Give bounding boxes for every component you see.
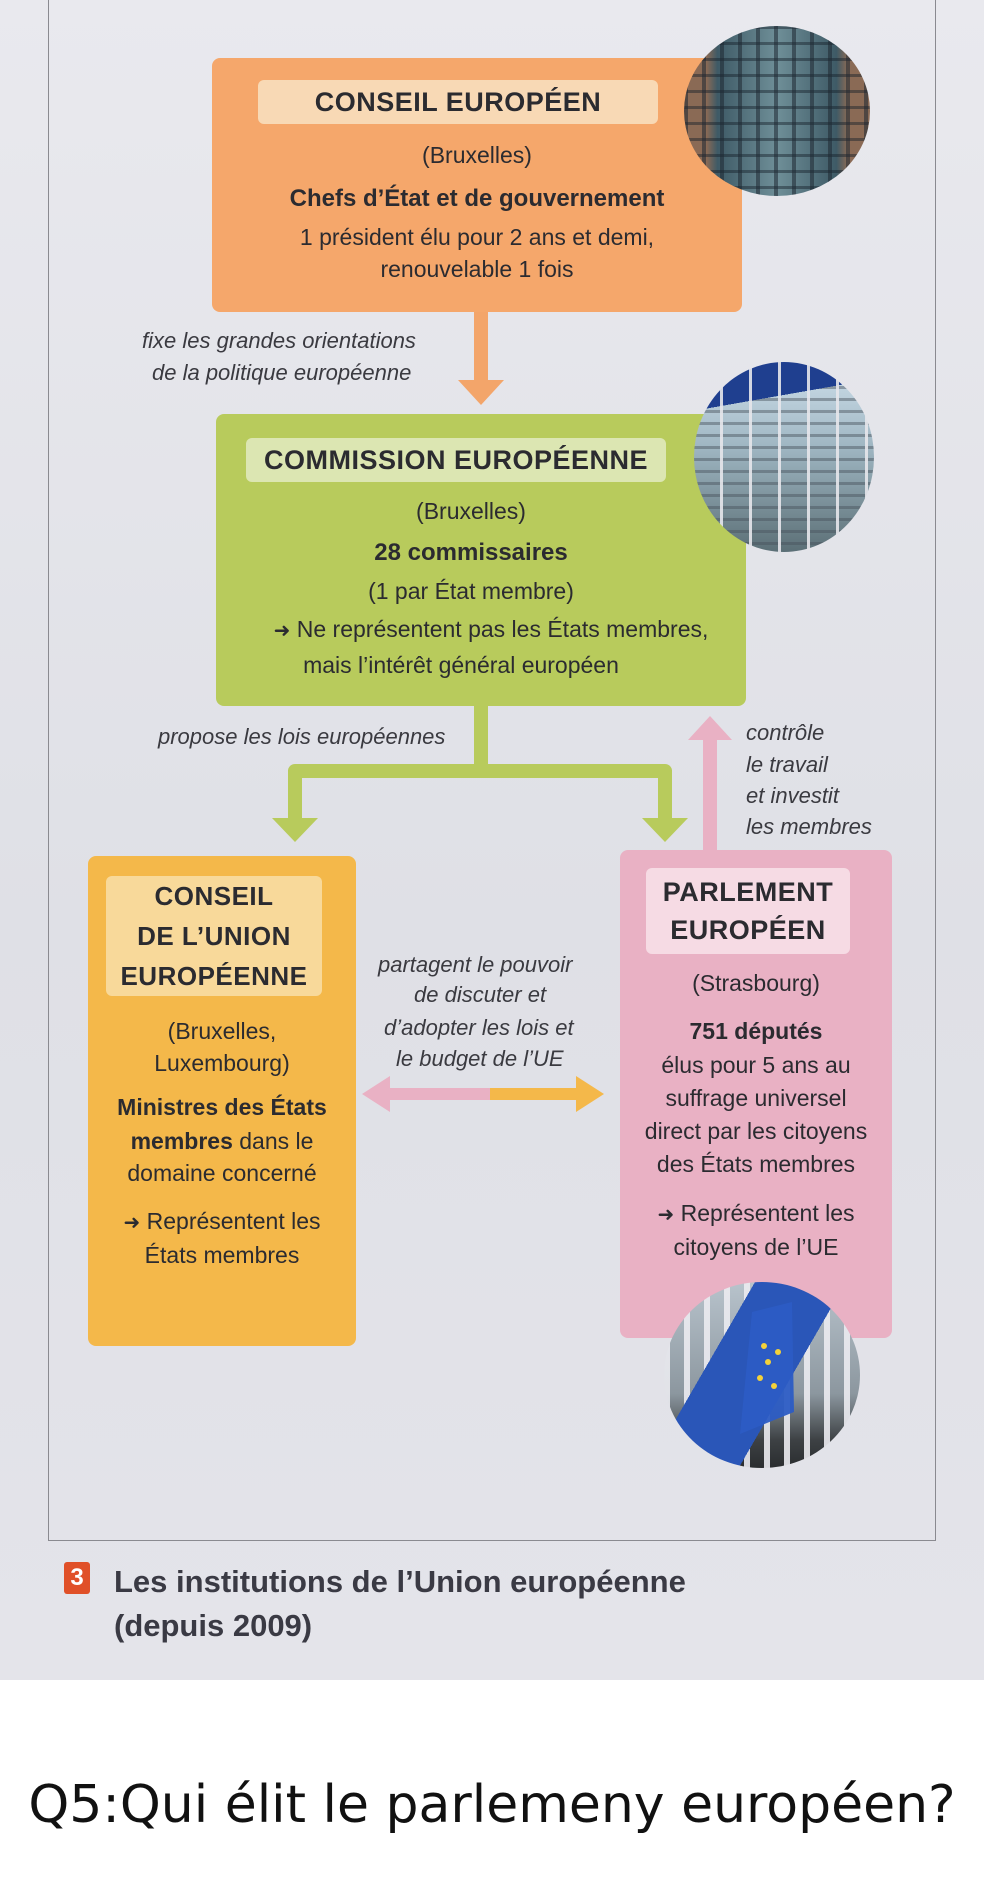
parlement-title-1: PARLEMENT <box>662 877 834 907</box>
caption-line-1: Les institutions de l’Union européenne <box>114 1564 686 1599</box>
label-partagent-4: le budget de l’UE <box>396 1046 564 1071</box>
conseil-europeen-president-1: 1 président élu pour 2 ans et demi, <box>299 224 655 250</box>
label-controle-4: les membres <box>746 814 872 839</box>
parlement-detail-1: élus pour 5 ans au <box>661 1052 851 1078</box>
arrow-right-icon: ➜ <box>657 1202 675 1226</box>
conseil-ue-title-3: EUROPÉENNE <box>120 961 308 991</box>
label-partagent-1: partagent le pouvoir <box>378 952 573 977</box>
commission-box <box>216 414 746 706</box>
commission-flags-photo <box>694 362 874 552</box>
figure-number-badge: 3 <box>64 1562 90 1594</box>
label-controle-2: le travail <box>746 752 828 777</box>
arrow-partagent-left-head <box>362 1076 390 1112</box>
conseil-ue-members-2-rest: dans le <box>232 1128 314 1154</box>
conseil-europeen-location: (Bruxelles) <box>422 142 532 168</box>
commission-title: COMMISSION EUROPÉENNE <box>246 438 666 482</box>
parlement-title <box>646 868 850 954</box>
commission-location: (Bruxelles) <box>416 498 526 524</box>
arrow-propose-right-shaft <box>658 770 672 820</box>
arrow-propose-stem <box>474 705 488 771</box>
arrow-controle-head <box>688 716 732 740</box>
commission-members: 28 commissaires <box>374 539 568 566</box>
label-partagent-2: de discuter et <box>414 982 547 1007</box>
commission-members-detail: (1 par État membre) <box>368 578 574 604</box>
parlement-box <box>620 850 892 1338</box>
arrow-propose-left-shaft <box>288 770 302 820</box>
parlement-location: (Strasbourg) <box>692 970 820 996</box>
parlement-note-2: citoyens de l’UE <box>673 1234 839 1260</box>
parlement-note-1-text: Représentent les <box>680 1200 855 1226</box>
parlement-title-2: EUROPÉEN <box>670 915 826 945</box>
label-propose: propose les lois européennes <box>158 724 446 749</box>
arrow-propose-left-head <box>272 818 318 842</box>
conseil-ue-note-2: États membres <box>144 1242 300 1268</box>
commission-note-2: mais l’intérêt général européen <box>303 652 619 678</box>
eu-flag-icon <box>664 1282 860 1468</box>
label-controle-3: et investit <box>746 783 839 808</box>
conseil-ue-members-1: Ministres des États <box>117 1094 327 1120</box>
parlement-detail-4: des États membres <box>656 1151 856 1177</box>
conseil-ue-note-1-text: Représentent les <box>146 1208 321 1234</box>
parlement-detail-3: direct par les citoyens <box>644 1118 868 1144</box>
conseil-europeen-members: Chefs d’État et de gouvernement <box>289 185 665 212</box>
conseil-europeen-title: CONSEIL EUROPÉEN <box>258 80 658 124</box>
arrow-partagent-right-shaft <box>490 1088 580 1100</box>
conseil-europeen-president-2: renouvelable 1 fois <box>380 256 574 282</box>
arrow-orientations-shaft <box>474 312 488 382</box>
conseil-europeen-box <box>212 58 742 312</box>
conseil-ue-members-2 <box>88 1126 356 1156</box>
label-orientations-2: de la politique européenne <box>152 360 412 385</box>
conseil-ue-members-3: domaine concerné <box>127 1160 317 1186</box>
label-controle-1: contrôle <box>746 720 825 745</box>
parlement-note-1 <box>620 1198 892 1229</box>
arrow-partagent-left-shaft <box>385 1088 490 1100</box>
conseil-ue-members-2-bold: membres <box>130 1128 233 1154</box>
conseil-ue-title-1: CONSEIL <box>154 881 274 911</box>
caption-line-2: (depuis 2009) <box>114 1608 313 1643</box>
question-text: Q5:Qui élit le parlemeny européen? <box>28 1775 956 1835</box>
label-orientations-1: fixe les grandes orientations <box>142 328 416 353</box>
arrow-propose-right-head <box>642 818 688 842</box>
arrow-controle-shaft <box>703 738 717 850</box>
conseil-building-photo <box>684 26 870 196</box>
commission-note-1 <box>236 614 746 645</box>
arrow-propose-bar <box>288 764 672 778</box>
parlement-members: 751 députés <box>689 1018 823 1044</box>
parlement-detail-2: suffrage universel <box>665 1085 847 1111</box>
conseil-ue-box <box>88 856 356 1346</box>
conseil-ue-title-2: DE L’UNION <box>137 921 291 951</box>
commission-note-1-text: Ne représentent pas les États membres, <box>296 616 709 642</box>
arrow-orientations-head <box>458 380 504 405</box>
label-partagent-3: d’adopter les lois et <box>384 1015 574 1040</box>
arrow-partagent-right-head <box>576 1076 604 1112</box>
conseil-ue-location-2: Luxembourg) <box>154 1050 290 1076</box>
parlement-flag-photo <box>664 1282 860 1468</box>
conseil-ue-location-1: (Bruxelles, <box>167 1018 277 1044</box>
conseil-ue-title <box>106 876 322 996</box>
arrow-right-icon: ➜ <box>123 1210 141 1234</box>
conseil-ue-note-1 <box>88 1206 356 1237</box>
arrow-right-icon: ➜ <box>273 618 291 642</box>
